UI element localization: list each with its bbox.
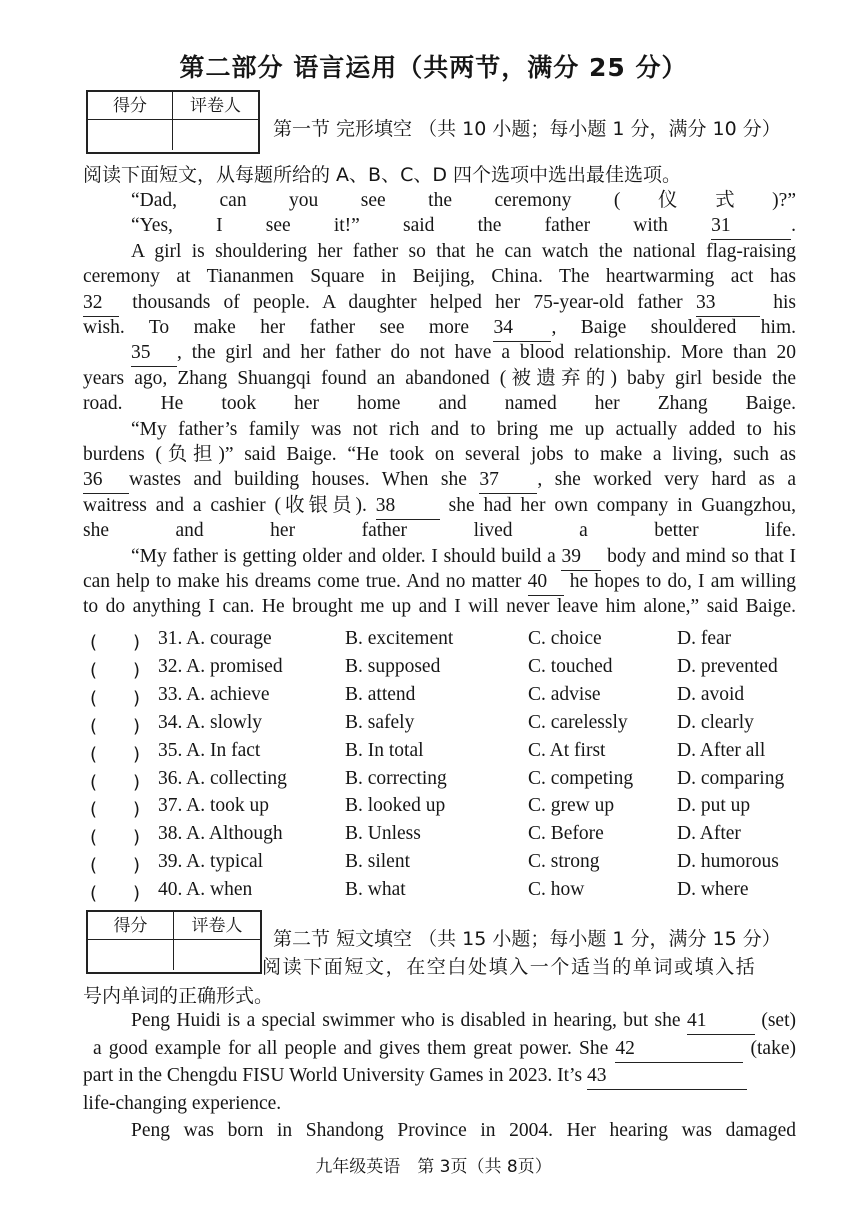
passage-line [93, 1036, 796, 1063]
answer-paren[interactable]: ( ) [90, 715, 141, 737]
passage-line [83, 1063, 796, 1090]
option-b: B. looked up [345, 795, 446, 817]
option-b: B. what [345, 879, 406, 901]
section1-heading: 第一节 完形填空 （共 10 小题；每小题 1 分，满分 10 分） [273, 118, 781, 140]
passage-text: Peng Huidi is a special swimmer who is disabled in hearing, but she [131, 1010, 687, 1031]
passage-line [131, 188, 796, 214]
passage-text: wastes and building houses. When she [129, 469, 480, 491]
passage-text: (take) [743, 1037, 796, 1059]
option-d: D. fear [677, 628, 732, 649]
answer-paren[interactable]: ( ) [90, 687, 141, 709]
option-c: C. strong [528, 851, 600, 873]
answer-blank[interactable]: 42 [615, 1036, 743, 1063]
option-b: B. attend [345, 683, 416, 705]
passage-line [83, 366, 796, 392]
passage-text: she had her own company in Guangzhou, [439, 494, 796, 516]
option-c: C. advise [528, 683, 601, 705]
question-option-a: 38. A. Although [158, 823, 283, 845]
section2-heading: 第二节 短文填空 （共 15 小题；每小题 1 分，满分 15 分） [273, 928, 781, 950]
option-d: D. where [677, 879, 749, 901]
question-option-a: 33. A. achieve [158, 683, 270, 705]
option-d: D. avoid [677, 683, 745, 705]
passage-text: , she worked very hard as a [537, 469, 796, 491]
passage-line [83, 264, 796, 290]
answer-blank[interactable]: 35 [131, 340, 177, 367]
passage-text: “My father is getting older and older. I should build a [131, 545, 562, 567]
answer-paren[interactable]: ( ) [90, 659, 141, 681]
option-b: B. In total [345, 739, 424, 761]
passage-text: Peng was born in Shandong Province in 2004. Her hearing was damaged [131, 1120, 796, 1142]
grader-cell[interactable] [174, 940, 260, 970]
passage-text: . [791, 215, 796, 237]
grader-label: 评卷人 [174, 912, 260, 940]
score-label: 得分 [88, 92, 173, 120]
option-c: C. choice [528, 628, 602, 649]
score-box-1 [86, 90, 260, 154]
passage-text: (set) [754, 1010, 796, 1031]
answer-blank[interactable]: 40 [528, 569, 564, 596]
passage-text: years ago, Zhang Shuangqi found an abandoned (被遗弃的) baby girl beside the [83, 367, 796, 389]
part-title: 第二部分 语言运用（共两节，满分 25 分） [179, 53, 688, 82]
question-option-a: 39. A. typical [158, 851, 264, 873]
option-d: D. After [677, 823, 741, 845]
option-d: D. clearly [677, 711, 754, 733]
answer-blank[interactable]: 34 [493, 315, 551, 342]
passage-text: she and her father lived a better life. [83, 520, 796, 542]
answer-blank[interactable]: 41 [687, 1008, 755, 1035]
passage-text: his [759, 291, 796, 313]
passage-line [131, 417, 796, 443]
passage-line [131, 213, 796, 240]
passage-text: burdens (负担)” said Baige. “He took on several jobs to make a living, such as [83, 444, 796, 465]
option-b: B. excitement [345, 628, 454, 649]
option-b: B. supposed [345, 655, 441, 677]
option-d: D. humorous [677, 851, 779, 873]
answer-blank[interactable]: 32 [83, 290, 119, 317]
passage-text: thousands of people. A daughter helped her 75-year-old father [119, 291, 696, 313]
passage-line [83, 315, 796, 342]
option-d: D. comparing [677, 767, 785, 789]
passage-line [83, 290, 796, 317]
score-cell[interactable] [88, 940, 174, 970]
answer-blank[interactable]: 39 [561, 544, 601, 571]
grader-cell[interactable] [173, 120, 258, 150]
passage-text: part in the Chengdu FISU World University Games in 2023. It’s [83, 1065, 587, 1087]
section2-instruction-line1: 阅读下面短文，在空白处填入一个适当的单词或填入括 [262, 956, 757, 978]
option-d: D. After all [677, 739, 766, 761]
passage-line [83, 569, 796, 596]
answer-paren[interactable]: ( ) [90, 827, 141, 849]
option-b: B. correcting [345, 767, 447, 789]
passage-text: , the girl and her father do not have a blood relationship. More than 20 [177, 342, 796, 364]
passage-line [83, 594, 796, 620]
option-c: C. competing [528, 767, 634, 789]
passage-line [83, 467, 796, 494]
question-option-a: 34. A. slowly [158, 711, 263, 733]
score-box-2 [86, 910, 262, 974]
score-cell[interactable] [88, 120, 173, 150]
answer-blank[interactable]: 31 [711, 213, 791, 240]
grader-label: 评卷人 [173, 92, 258, 120]
passage-text: ceremony at Tiananmen Square in Beijing, China. The heartwarming act has [83, 266, 796, 288]
passage-text: wish. To make her father see more [83, 317, 494, 338]
passage-text: to do anything I can. He brought me up and I will never leave him alone,” said Baige. [83, 596, 796, 618]
passage-text: he hopes to do, I am willing [563, 571, 796, 592]
question-option-a: 37. A. took up [158, 795, 270, 817]
passage-text: , Baige shouldered him. [551, 317, 796, 338]
passage-text: body and mind so that I [601, 545, 796, 567]
question-option-a: 40. A. when [158, 879, 253, 901]
question-option-a: 36. A. collecting [158, 767, 287, 789]
answer-blank[interactable]: 36 [83, 467, 129, 494]
passage-line [83, 493, 796, 520]
passage-text: can help to make his dreams come true. And no matter [83, 571, 528, 592]
option-b: B. silent [345, 851, 411, 873]
passage-text: road. He took her home and named her Zhang Baige. [83, 393, 796, 415]
passage-line [131, 340, 796, 367]
passage-line [83, 442, 796, 468]
page-footer: 九年级英语 第 3页（共 8页） [315, 1157, 552, 1177]
passage-text: “Dad, can you see the ceremony (仪式)?” [131, 190, 796, 211]
answer-paren[interactable]: ( ) [90, 883, 141, 905]
section2-instruction-line2: 号内单词的正确形式。 [83, 985, 274, 1007]
passage-line [83, 518, 796, 544]
option-d: D. put up [677, 795, 751, 817]
passage-text: life-changing experience. [83, 1092, 282, 1114]
answer-paren[interactable]: ( ) [90, 855, 141, 877]
section1-instruction: 阅读下面短文，从每题所给的 A、B、C、D 四个选项中选出最佳选项。 [83, 164, 682, 186]
answer-paren[interactable]: ( ) [90, 771, 141, 793]
passage-text: A girl is shouldering her father so that he can watch the national flag-raising [131, 240, 796, 262]
option-c: C. grew up [528, 795, 615, 817]
answer-blank[interactable]: 33 [696, 290, 760, 317]
option-c: C. carelessly [528, 711, 628, 733]
passage-line [83, 391, 796, 417]
option-c: C. how [528, 879, 585, 901]
passage-line [83, 1091, 796, 1117]
answer-blank[interactable]: 38 [376, 493, 440, 520]
passage-text: a good example for all people and gives them great power. She [93, 1037, 616, 1059]
option-d: D. prevented [677, 655, 778, 677]
answer-paren[interactable]: ( ) [90, 632, 141, 653]
answer-blank[interactable]: 37 [479, 467, 537, 494]
option-c: C. touched [528, 655, 613, 677]
passage-text: waitress and a cashier (收银员). [83, 494, 376, 516]
passage-line [131, 1008, 796, 1035]
passage-line [131, 239, 796, 265]
answer-paren[interactable]: ( ) [90, 743, 141, 765]
passage-text: “Yes, I see it!” said the father with [131, 215, 712, 237]
answer-blank[interactable]: 43 [587, 1063, 747, 1090]
passage-text: “My father’s family was not rich and to bring me up actually added to his [131, 418, 796, 440]
option-c: C. At first [528, 739, 606, 761]
question-option-a: 35. A. In fact [158, 739, 261, 761]
option-c: C. Before [528, 823, 604, 845]
question-option-a: 31. A. courage [158, 628, 272, 649]
answer-paren[interactable]: ( ) [90, 799, 141, 821]
score-label: 得分 [88, 912, 174, 940]
passage-line [131, 544, 796, 571]
question-option-a: 32. A. promised [158, 655, 283, 677]
option-b: B. Unless [345, 823, 421, 845]
option-b: B. safely [345, 711, 415, 733]
passage-line [131, 1118, 796, 1144]
